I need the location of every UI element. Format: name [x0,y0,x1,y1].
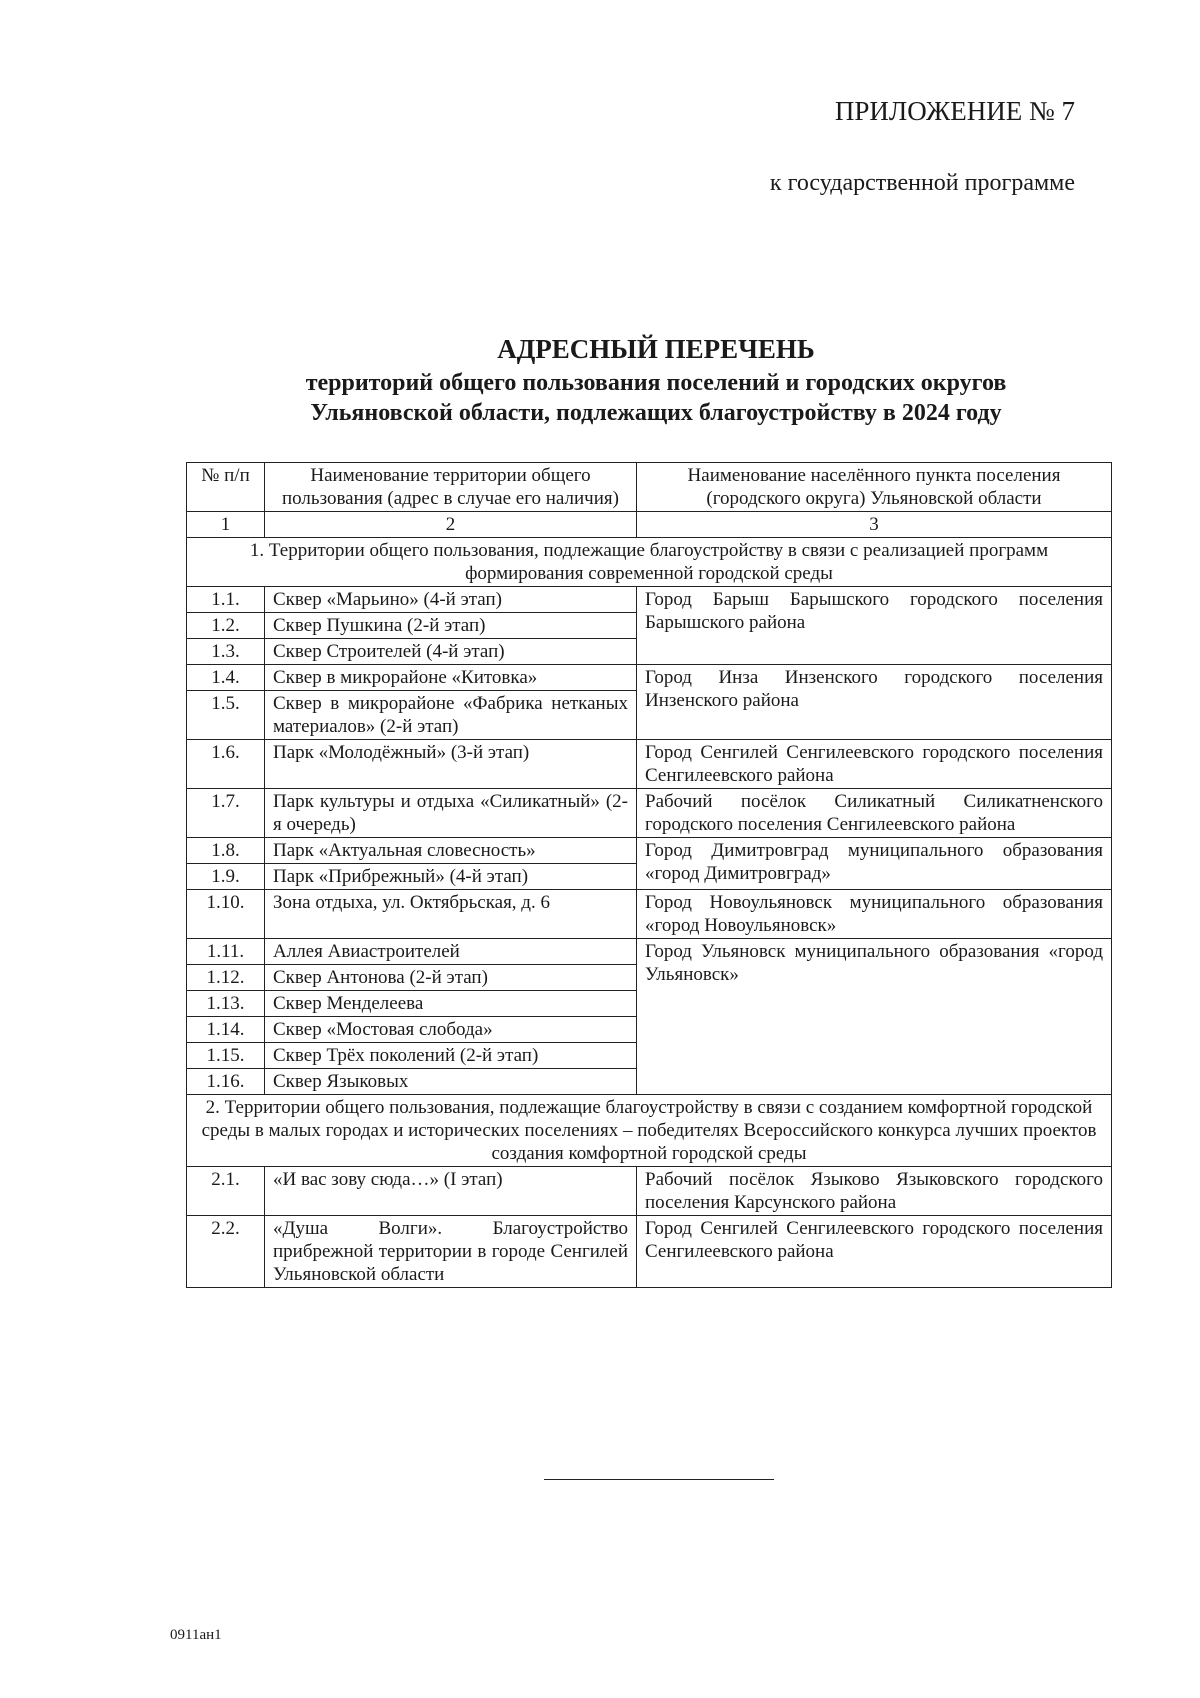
row-number: 1.4. [187,665,265,691]
section-row [187,538,1112,587]
row-number: 1.3. [187,639,265,665]
table-header-row [187,463,1112,512]
locality-name: Город Димитровград муниципального образования «город Димитровград» [637,838,1112,890]
locality-name: Город Инза Инзенского городского поселения Инзенского района [637,665,1112,740]
document-code: 0911ан1 [170,1627,222,1643]
row-number: 1.11. [187,939,265,965]
row-number: 1.14. [187,1017,265,1043]
table-row [187,890,1112,939]
row-number: 1.6. [187,740,265,789]
row-number: 2.1. [187,1167,265,1216]
territory-name: Сквер Пушкина (2-й этап) [265,613,637,639]
row-number: 1.10. [187,890,265,939]
locality-name: Город Новоульяновск муниципального образования «город Новоульяновск» [637,890,1112,939]
row-number: 1.8. [187,838,265,864]
row-number: 1.12. [187,965,265,991]
section-row [187,1095,1112,1167]
row-number: 1.15. [187,1043,265,1069]
signature-divider-line [544,1479,774,1480]
territory-name: Сквер «Мостовая слобода» [265,1017,637,1043]
territory-name: Аллея Авиастроителей [265,939,637,965]
table-row [187,1167,1112,1216]
territory-name: Сквер Строителей (4-й этап) [265,639,637,665]
territory-name: Сквер Антонова (2-й этап) [265,965,637,991]
locality-name: Город Ульяновск муниципального образования «город Ульяновск» [637,939,1112,1095]
locality-name: Рабочий посёлок Языково Языковского городского поселения Карсунского района [637,1167,1112,1216]
document-title: АДРЕСНЫЙ ПЕРЕЧЕНЬ [497,334,815,364]
territory-name: Сквер Языковых [265,1069,637,1095]
locality-name: Город Сенгилей Сенгилеевского городского поселения Сенгилеевского района [637,740,1112,789]
header-number: № п/п [187,463,265,512]
territory-name: Парк «Прибрежный» (4-й этап) [265,864,637,890]
territory-name: Сквер в микрорайоне «Китовка» [265,665,637,691]
address-list-table [186,462,1112,1288]
index-cell: 3 [637,512,1112,538]
document-subtitle-line-1: территорий общего пользования поселений и городских округов [305,370,1007,396]
table-index-row [187,512,1112,538]
appendix-title: ПРИЛОЖЕНИЕ № 7 [834,96,1075,126]
territory-name: Зона отдыха, ул. Октябрьская, д. 6 [265,890,637,939]
row-number: 1.7. [187,789,265,838]
section-title: 1. Территории общего пользования, подлежащие благоустройству в связи с реализацией программ формирования современной городской среды [187,538,1112,587]
section-title: 2. Территории общего пользования, подлежащие благоустройству в связи с созданием комфортной городской среды в малых городах и исторических поселениях – победителях Всероссийского конкурса лучших проектов создания комфортной городской среды [187,1095,1112,1167]
document-subtitle-line-2: Ульяновской области, подлежащих благоустройству в 2024 году [310,400,1002,426]
territory-name: Парк «Молодёжный» (3-й этап) [265,740,637,789]
territory-name: «И вас зову сюда…» (I этап) [265,1167,637,1216]
territory-name: «Душа Волги». Благоустройство прибрежной территории в городе Сенгилей Ульяновской области [265,1216,637,1288]
territory-name: Сквер «Марьино» (4-й этап) [265,587,637,613]
table-row [187,939,1112,965]
row-number: 1.13. [187,991,265,1017]
header-locality-name: Наименование населённого пункта поселения (городского округа) Ульяновской области [637,463,1112,512]
territory-name: Сквер Трёх поколений (2-й этап) [265,1043,637,1069]
row-number: 1.2. [187,613,265,639]
table-row [187,665,1112,691]
row-number: 1.1. [187,587,265,613]
territory-name: Парк «Актуальная словесность» [265,838,637,864]
index-cell: 1 [187,512,265,538]
index-cell: 2 [265,512,637,538]
territory-name: Сквер в микрорайоне «Фабрика нетканых материалов» (2-й этап) [265,691,637,740]
row-number: 2.2. [187,1216,265,1288]
row-number: 1.16. [187,1069,265,1095]
table-row [187,740,1112,789]
territory-name: Сквер Менделеева [265,991,637,1017]
territory-name: Парк культуры и отдыха «Силикатный» (2-я очередь) [265,789,637,838]
appendix-subtitle: к государственной программе [769,170,1075,196]
row-number: 1.5. [187,691,265,740]
row-number: 1.9. [187,864,265,890]
locality-name: Город Сенгилей Сенгилеевского городского поселения Сенгилеевского района [637,1216,1112,1288]
table-row [187,838,1112,864]
table-row [187,587,1112,613]
locality-name: Город Барыш Барышского городского поселения Барышского района [637,587,1112,665]
header-territory-name: Наименование территории общего пользования (адрес в случае его наличия) [265,463,637,512]
table-row [187,789,1112,838]
table-row [187,1216,1112,1288]
locality-name: Рабочий посёлок Силикатный Силикатненского городского поселения Сенгилеевского района [637,789,1112,838]
